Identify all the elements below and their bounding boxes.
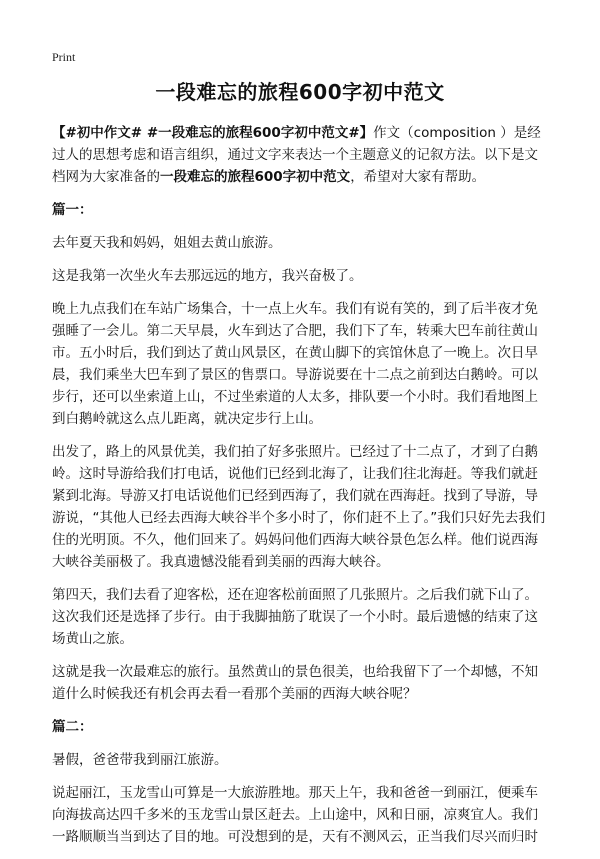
paragraph: 说起丽江，玉龙雪山可算是一大旅游胜地。那天上午，我和爸爸一到丽江，便乘车向海拔高达四千多米的玉龙雪山景区赶去。上山途中，风和日丽，凉爽宜人。我们一路顺顺当当到达了目的地。可没想到的是，天有不测风云，正当我们尽兴而归时: [52, 785, 538, 845]
paragraph: 这就是我一次最难忘的旅行。虽然黄山的景色很美，也给我留下了一个却憾，不知道什么时候我还有机会再去看一看那个美丽的西海大峡谷呢？: [52, 664, 538, 702]
intro-paragraph: [52, 122, 550, 188]
intro-text-1: 作文（composition ）是经过人的思想考虑和语言组织，通过文字来表达一个主题意义的记叙方法。以下是文档网为大家准备的: [52, 125, 541, 185]
intro-tag: 【#初中作文# #一段难忘的旅程600字初中范文#】: [52, 125, 374, 141]
page-title: 一段难忘的旅程600字初中范文: [155, 80, 445, 104]
intro-text-2: ，希望对大家有帮助。: [350, 169, 486, 185]
paragraph: 这是我第一次坐火车去那远远的地方，我兴奋极了。: [52, 268, 363, 284]
section-heading-2: 篇二：: [52, 719, 93, 735]
section-heading-1: 篇一：: [52, 202, 93, 218]
paragraph: 去年夏天我和妈妈，姐姐去黄山旅游。: [52, 235, 282, 251]
paragraph: 暑假，爸爸带我到丽江旅游。: [52, 752, 228, 768]
paragraph: 第四天，我们去看了迎客松，还在迎客松前面照了几张照片。之后我们就下山了。这次我们还是选择了步行。由于我脚抽筋了耽误了一个小时。最后遗憾的结束了这场黄山之旅。: [52, 587, 538, 647]
paragraph: 出发了，路上的风景优美，我们拍了好多张照片。已经过了十二点了，才到了白鹅岭。这时导游给我们打电话，说他们已经到北海了，让我们往北海赶。等我们就赶紧到北海。导游又打电话说他们已经到西海了，我们就在西海赶。找到了导游，导游说，“其他人已经去西海大峡谷半个多小时了，你们赶不上了。”我们只好先去我们住的光明顶。不久，他们回来了。妈妈问他们西海大峡谷景色怎么样。他们说西海大峡谷美丽极了。我真遗憾没能看到美丽的西海大峡谷。: [52, 444, 546, 570]
print-label: Print: [52, 50, 76, 64]
intro-bold-title: 一段难忘的旅程600字初中范文: [160, 169, 351, 185]
article-body: [52, 122, 550, 859]
paragraph: 晚上九点我们在车站广场集合，十一点上火车。我们有说有笑的，到了后半夜才免强睡了一会儿。第二天早晨，火车到达了合肥，我们下了车，转乘大巴车前往黄山市。五小时后，我们到达了黄山风景区，在黄山脚下的宾馆休息了一晚上。次日早晨，我们乘坐大巴车到了景区的售票口。导游说要在十二点之前到达白鹅岭。可以步行，还可以坐索道上山，不过坐索道的人太多，排队要一个小时。我们看地图上到白鹅岭就这么点儿距离，就决定步行上山。: [52, 301, 538, 427]
